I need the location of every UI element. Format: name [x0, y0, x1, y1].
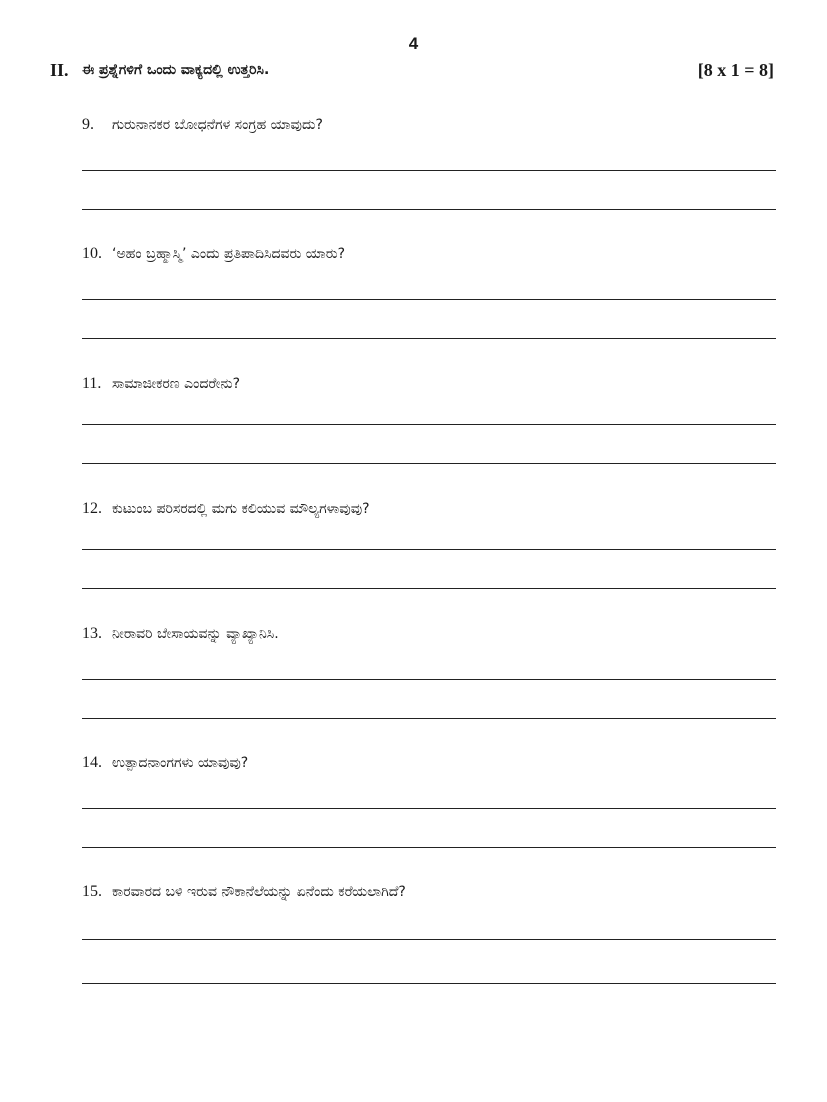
question-body: ಕುಟುಂಬ ಪರಿಸರದಲ್ಲಿ ಮಗು ಕಲಿಯುವ ಮೌಲ್ಯಗಳಾವುವು? — [112, 501, 370, 517]
question-number: 10. — [82, 245, 102, 262]
question-11 — [82, 373, 776, 395]
question-number: 12. — [82, 500, 102, 517]
answer-line[interactable] — [82, 209, 776, 210]
answer-line[interactable] — [82, 847, 776, 848]
question-body: ಉತ್ಪಾದನಾಂಗಗಳು ಯಾವುವು? — [112, 755, 249, 771]
answer-line[interactable] — [82, 338, 776, 339]
question-text — [82, 114, 776, 136]
question-13 — [82, 623, 776, 645]
question-body: ನೀರಾವರಿ ಬೇಸಾಯವನ್ನು ವ್ಯಾಖ್ಯಾನಿಸಿ. — [112, 626, 279, 642]
question-9 — [82, 114, 776, 136]
question-body: ‘ಅಹಂ ಬ್ರಹ್ಮಾಸ್ಮಿ’ ಎಂದು ಪ್ರತಿಪಾದಿಸಿದವರು ಯಾರು? — [112, 246, 346, 262]
question-12 — [82, 498, 776, 520]
question-number: 15. — [82, 883, 102, 900]
question-text — [82, 498, 776, 520]
answer-line[interactable] — [82, 170, 776, 171]
question-10 — [82, 243, 776, 265]
question-number: 13. — [82, 625, 102, 642]
question-number: 11. — [82, 375, 102, 392]
question-text — [82, 623, 776, 645]
question-number: 9. — [82, 116, 94, 133]
page-number: 4 — [408, 34, 419, 53]
question-body: ಗುರುನಾನಕರ ಬೋಧನೆಗಳ ಸಂಗ್ರಹ ಯಾವುದು? — [112, 117, 323, 133]
answer-line[interactable] — [82, 424, 776, 425]
question-text — [82, 373, 776, 395]
section-instruction: ಈ ಪ್ರಶ್ನೆಗಳಿಗೆ ಒಂದು ವಾಕ್ಯದಲ್ಲಿ ಉತ್ತರಿಸಿ. — [82, 62, 270, 78]
question-15 — [82, 881, 776, 903]
question-text — [82, 243, 776, 265]
answer-line[interactable] — [82, 549, 776, 550]
question-body: ಕಾರವಾರದ ಬಳಿ ಇರುವ ನೌಕಾನೆಲೆಯನ್ನು ಏನೆಂದು ಕರೆಯಲಾಗಿದೆ? — [112, 884, 406, 900]
answer-line[interactable] — [82, 588, 776, 589]
question-text — [82, 881, 776, 903]
question-body: ಸಾಮಾಜೀಕರಣ ಎಂದರೇನು? — [112, 376, 241, 392]
answer-line[interactable] — [82, 299, 776, 300]
answer-line[interactable] — [82, 718, 776, 719]
question-14 — [82, 752, 776, 774]
section-header — [50, 60, 774, 84]
answer-line[interactable] — [82, 939, 776, 940]
section-number: II. — [50, 60, 69, 80]
answer-line[interactable] — [82, 463, 776, 464]
question-text — [82, 752, 776, 774]
answer-line[interactable] — [82, 808, 776, 809]
section-marks: [8 x 1 = 8] — [697, 60, 774, 80]
question-number: 14. — [82, 754, 102, 771]
answer-line[interactable] — [82, 983, 776, 984]
answer-line[interactable] — [82, 679, 776, 680]
